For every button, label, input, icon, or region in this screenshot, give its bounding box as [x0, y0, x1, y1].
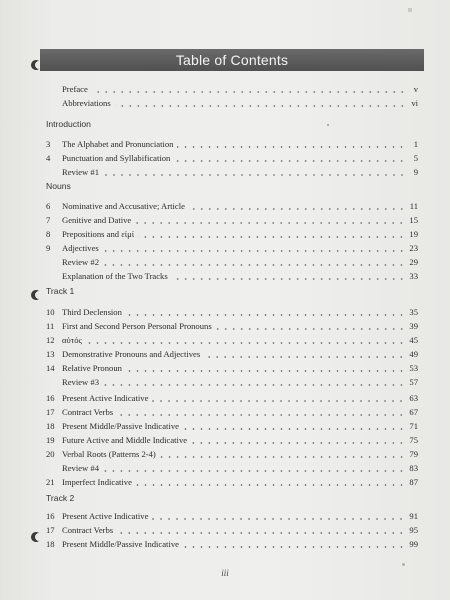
- dot-leader: [103, 174, 406, 176]
- dot-leader: [183, 428, 405, 430]
- page-number: 75: [409, 435, 418, 445]
- page-number: 15: [409, 215, 418, 225]
- page-number: 33: [409, 271, 418, 281]
- entry-title: αὐτός: [62, 335, 82, 345]
- chapter-number: 16: [46, 511, 55, 521]
- page-number: 49: [409, 349, 418, 359]
- chapter-number: 9: [46, 243, 51, 253]
- dot-leader: [117, 532, 405, 534]
- entry-title: Third Declension: [62, 307, 122, 317]
- page-number: 39: [409, 321, 418, 331]
- chapter-number: 3: [46, 139, 51, 149]
- page-title: Table of Contents: [40, 49, 424, 71]
- entry-title: Present Active Indicative: [62, 393, 149, 403]
- dot-leader: [172, 278, 406, 280]
- page-number: 57: [409, 377, 418, 387]
- toc-entry[interactable]: [46, 306, 418, 318]
- entry-title: Present Middle/Passive Indicative: [62, 421, 179, 431]
- chapter-number: 13: [46, 349, 55, 359]
- dot-leader: [189, 208, 406, 210]
- entry-title: Review #1: [62, 167, 99, 177]
- entry-title: Genitive and Dative: [62, 215, 132, 225]
- page-number: 87: [409, 477, 418, 487]
- toc-entry[interactable]: [46, 214, 418, 226]
- entry-title: Review #3: [62, 377, 99, 387]
- toc-entry[interactable]: [46, 406, 418, 418]
- dot-leader: [86, 342, 405, 344]
- entry-title: Present Middle/Passive Indicative: [62, 539, 179, 549]
- entry-title: Relative Pronoun: [62, 363, 122, 373]
- dot-leader: [126, 314, 406, 316]
- page-number: 5: [413, 153, 418, 163]
- chapter-number: 17: [46, 525, 55, 535]
- toc-entry[interactable]: [46, 510, 418, 522]
- toc-entry[interactable]: [46, 448, 418, 460]
- chapter-number: 8: [46, 229, 51, 239]
- entry-title: Future Active and Middle Indicative: [62, 435, 188, 445]
- page-number: 45: [409, 335, 418, 345]
- entry-title: First and Second Person Personal Pronouns: [62, 321, 212, 331]
- dot-leader: [126, 370, 405, 372]
- chapter-number: 14: [46, 363, 55, 373]
- entry-title: Prepositions and εἰμί: [62, 229, 135, 239]
- dot-leader: [115, 105, 406, 107]
- page-number: 79: [409, 449, 418, 459]
- entry-title: Preface: [62, 84, 88, 94]
- chapter-number: 17: [46, 407, 55, 417]
- chapter-number: 11: [46, 321, 55, 331]
- page-number: 19: [409, 229, 418, 239]
- toc-entry[interactable]: [46, 320, 418, 332]
- toc-entry[interactable]: [46, 200, 418, 212]
- page-number: 99: [409, 539, 418, 549]
- entry-title: Nominative and Accusative; Article: [62, 201, 185, 211]
- toc-entry[interactable]: [46, 334, 418, 346]
- dot-leader: [191, 442, 405, 444]
- toc-entry[interactable]: [46, 97, 418, 109]
- chapter-number: 18: [46, 421, 55, 431]
- entry-title: Punctuation and Syllabification: [62, 153, 171, 163]
- entry-title: Contract Verbs: [62, 525, 114, 535]
- page-number: 9: [413, 167, 418, 177]
- dot-leader: [92, 91, 406, 93]
- section-heading: Track 1: [46, 286, 75, 296]
- chapter-number: 4: [46, 153, 51, 163]
- page-number-footer: iii: [221, 568, 229, 578]
- entry-title: Review #2: [62, 257, 99, 267]
- dot-leader: [183, 546, 405, 548]
- toc-entry[interactable]: [46, 538, 418, 550]
- toc-entry[interactable]: [46, 434, 418, 446]
- page-number: 23: [409, 243, 418, 253]
- chapter-number: 20: [46, 449, 55, 459]
- dot-leader: [177, 146, 406, 148]
- page-number: 83: [409, 463, 418, 473]
- chapter-number: 19: [46, 435, 55, 445]
- toc-entry[interactable]: [46, 524, 418, 536]
- dot-leader: [136, 484, 406, 486]
- entry-title: Abbreviations: [62, 98, 111, 108]
- toc-entry[interactable]: [46, 376, 418, 388]
- dot-leader: [216, 328, 406, 330]
- page-number: 95: [409, 525, 418, 535]
- page-number: 63: [409, 393, 418, 403]
- section-heading: Introduction: [46, 119, 91, 129]
- page-number: 35: [409, 307, 418, 317]
- dot-leader: [103, 470, 405, 472]
- toc-entry[interactable]: [46, 476, 418, 488]
- entry-title: Present Active Indicative: [62, 511, 149, 521]
- dot-leader: [138, 236, 405, 238]
- toc-entry[interactable]: [46, 362, 418, 374]
- page-number: 71: [409, 421, 418, 431]
- dot-leader: [204, 356, 405, 358]
- dot-leader: [152, 518, 405, 520]
- toc-entry[interactable]: [46, 348, 418, 360]
- chapter-number: 18: [46, 539, 55, 549]
- dot-leader: [103, 264, 405, 266]
- entry-title: Contract Verbs: [62, 407, 114, 417]
- dot-leader: [117, 414, 405, 416]
- dot-leader: [152, 400, 405, 402]
- chapter-number: 16: [46, 393, 55, 403]
- chapter-number: 21: [46, 477, 55, 487]
- toc-entry[interactable]: [46, 420, 418, 432]
- dot-leader: [174, 160, 406, 162]
- page-number: 91: [409, 511, 418, 521]
- entry-title: Explanation of the Two Tracks: [62, 271, 168, 281]
- toc-entry[interactable]: [46, 392, 418, 404]
- page-number: 29: [409, 257, 418, 267]
- page-number: 53: [409, 363, 418, 373]
- chapter-number: 10: [46, 307, 55, 317]
- toc-entry[interactable]: [46, 83, 418, 95]
- entry-title: Demonstrative Pronouns and Adjectives: [62, 349, 201, 359]
- chapter-number: 12: [46, 335, 55, 345]
- page-number: 11: [409, 201, 418, 211]
- toc-entry[interactable]: [46, 242, 418, 254]
- entry-title: Adjectives: [62, 243, 99, 253]
- toc-entry[interactable]: [46, 256, 418, 268]
- section-heading: Nouns: [46, 181, 71, 191]
- toc-entry[interactable]: [46, 462, 418, 474]
- page-number: vi: [411, 98, 418, 108]
- entry-title: Verbal Roots (Patterns 2-4): [62, 449, 156, 459]
- toc-entry[interactable]: [46, 228, 418, 240]
- toc-entry[interactable]: [46, 152, 418, 164]
- page-number: v: [413, 84, 418, 94]
- dot-leader: [135, 222, 405, 224]
- dot-leader: [103, 250, 406, 252]
- toc-entry[interactable]: [46, 138, 418, 150]
- toc-entry[interactable]: [46, 166, 418, 178]
- page-number: 1: [413, 139, 418, 149]
- entry-title: The Alphabet and Pronunciation: [62, 139, 174, 149]
- page-number: 67: [409, 407, 418, 417]
- entry-title: Imperfect Indicative: [62, 477, 132, 487]
- dot-leader: [160, 456, 406, 458]
- chapter-number: 6: [46, 201, 51, 211]
- dot-leader: [103, 384, 405, 386]
- section-heading: Track 2: [46, 493, 75, 503]
- chapter-number: 7: [46, 215, 51, 225]
- toc-entry[interactable]: [46, 270, 418, 282]
- entry-title: Review #4: [62, 463, 99, 473]
